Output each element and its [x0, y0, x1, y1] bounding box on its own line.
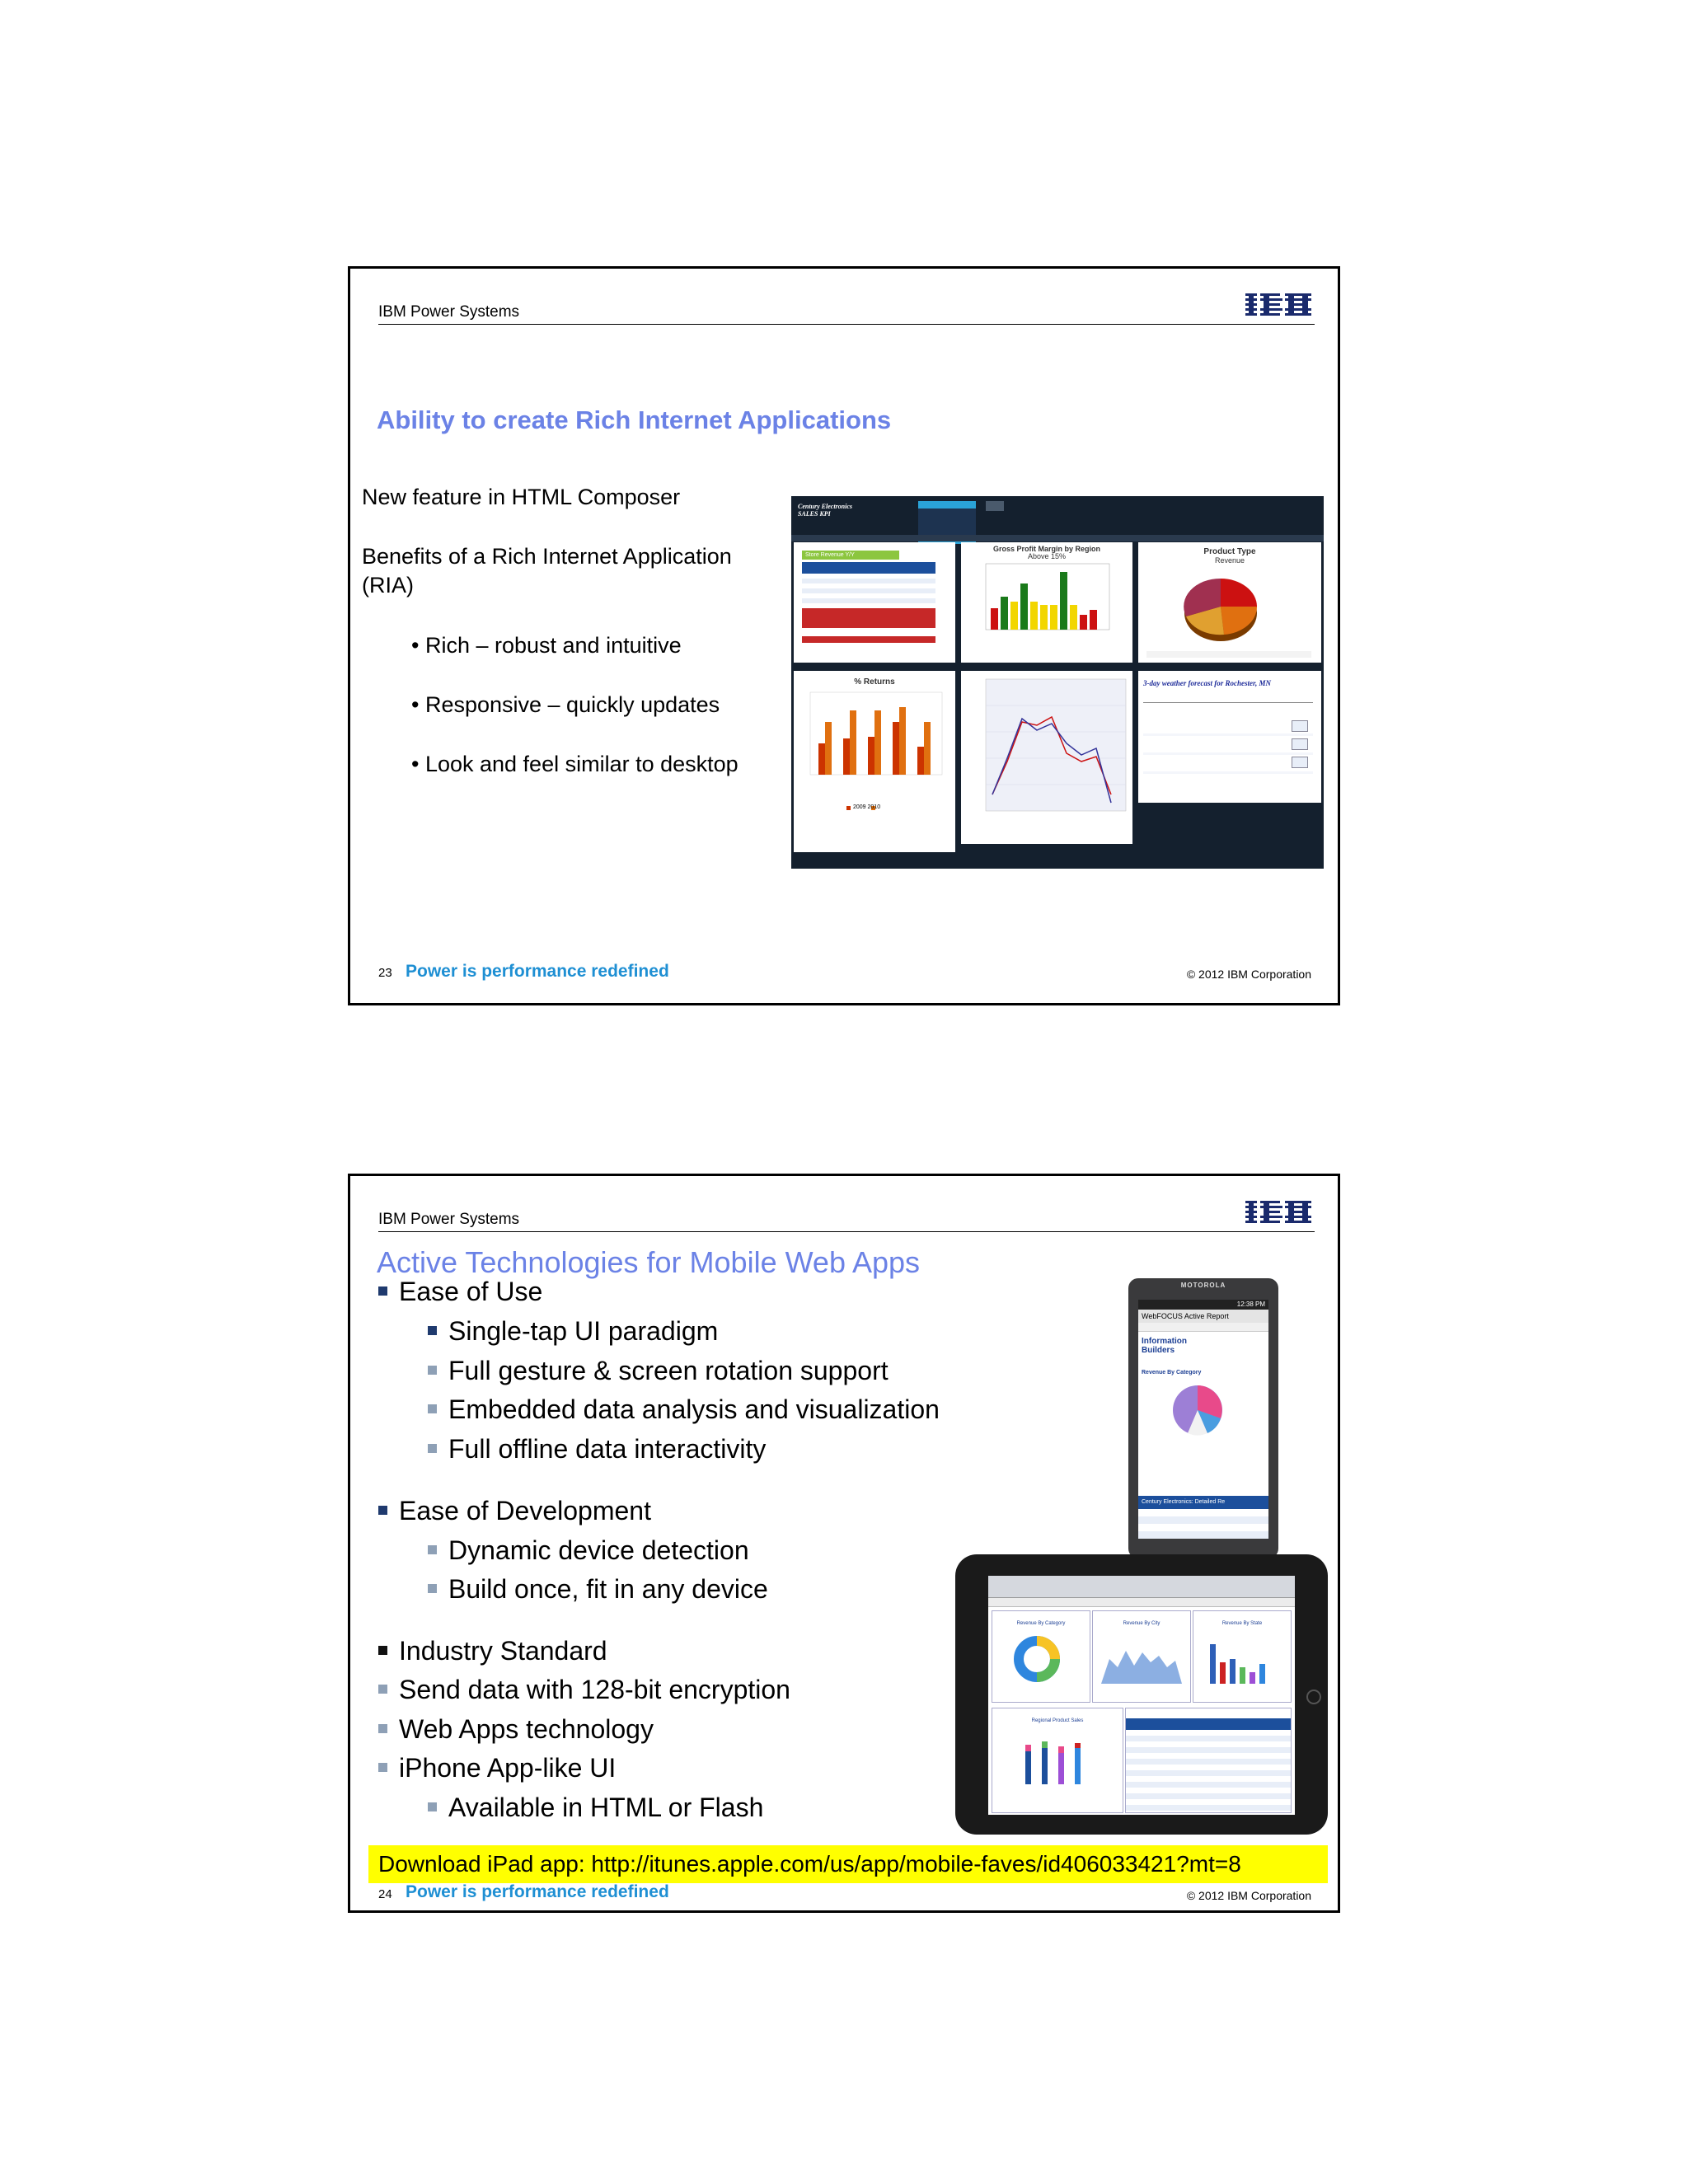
page-number: 24 — [378, 1887, 392, 1901]
gp-bar — [1070, 605, 1077, 630]
slide-24 — [348, 1174, 1340, 1913]
bullet-text: Single-tap UI paradigm — [448, 1316, 719, 1346]
ipad-image — [955, 1554, 1328, 1835]
dashboard-button — [986, 501, 1004, 511]
bullet-text: Full gesture & screen rotation support — [448, 1356, 889, 1385]
bullet-square-icon — [378, 1506, 387, 1515]
slide-23 — [348, 266, 1340, 1005]
store-revenue-header — [802, 562, 935, 574]
bullet-text: Dynamic device detection — [448, 1535, 749, 1565]
benefits-line: Benefits of a Rich Internet Application — [362, 544, 732, 569]
weather-title: 3-day weather forecast for Rochester, MN — [1143, 679, 1271, 687]
bullet-square-icon — [428, 1545, 437, 1554]
returns-bar — [850, 710, 856, 775]
phone-app-title: WebFOCUS Active Report — [1138, 1310, 1268, 1323]
slide-header: IBM Power Systems — [378, 303, 520, 321]
bullet-square-icon — [428, 1326, 437, 1335]
tablet-chart-regional: Regional Product Sales — [992, 1708, 1123, 1813]
bullet-item — [378, 1277, 542, 1307]
gross-profit-chart — [961, 560, 1132, 663]
returns-legend: 2009 2010 — [853, 804, 881, 810]
returns-bar — [924, 722, 931, 775]
copyright: © 2012 IBM Corporation — [1186, 1889, 1311, 1902]
gp-bar — [1001, 597, 1008, 630]
bullet-rich: • Rich – robust and intuitive — [411, 633, 682, 658]
bullet-text: Ease of Use — [399, 1277, 543, 1306]
bullet-look-and-feel: • Look and feel similar to desktop — [411, 752, 738, 776]
gp-bar — [1050, 605, 1057, 630]
phone-screen: 12:38 PM WebFOCUS Active Report Information Builders Revenue By Category Century Electronics: Detailed Re — [1138, 1300, 1268, 1539]
tablet-chart-city: Revenue By City — [1092, 1610, 1191, 1703]
bullet-item — [428, 1316, 718, 1347]
tagline: Power is performance redefined — [406, 962, 669, 981]
bullet-square-icon — [428, 1584, 437, 1593]
gross-profit-panel: Gross Profit Margin by Region Above 15% — [961, 542, 1132, 663]
ipad-screen — [988, 1576, 1295, 1815]
bullet-responsive: • Responsive – quickly updates — [411, 692, 720, 717]
bullet-item — [378, 1753, 616, 1783]
returns-bar — [843, 738, 850, 775]
tablet-table — [1125, 1708, 1292, 1813]
revenue-line-panel — [961, 671, 1132, 844]
store-revenue-negative-rows — [802, 608, 935, 628]
bullet-text: Send data with 128-bit encryption — [399, 1675, 790, 1704]
bullet-text: Full offline data interactivity — [448, 1434, 767, 1464]
bullet-square-icon — [378, 1685, 387, 1694]
tagline: Power is performance redefined — [406, 1882, 669, 1901]
bullet-square-icon — [378, 1724, 387, 1733]
slide-header: IBM Power Systems — [378, 1211, 520, 1228]
benefits-line-ria: (RIA) — [362, 573, 414, 598]
returns-bar — [825, 722, 832, 775]
returns-bar — [868, 737, 874, 775]
returns-bar — [899, 707, 906, 775]
returns-panel: % Returns 2009 2010 — [794, 671, 955, 852]
slide-title: Ability to create Rich Internet Applications — [377, 405, 892, 434]
phone-brand: MOTOROLA — [1180, 1282, 1226, 1289]
bullet-item — [428, 1793, 763, 1823]
store-revenue-rows — [802, 574, 935, 608]
gp-bar — [991, 608, 998, 630]
page-number: 23 — [378, 966, 392, 980]
bullet-item — [428, 1394, 940, 1425]
gp-bar — [1060, 572, 1067, 630]
gp-bar — [1080, 615, 1087, 630]
bullet-square-icon — [428, 1802, 437, 1811]
header-rule — [378, 1231, 1315, 1232]
weather-icon — [1292, 720, 1308, 732]
bullet-text: Industry Standard — [399, 1636, 607, 1666]
product-type-panel: Product Type Revenue — [1138, 542, 1321, 663]
bullet-item — [428, 1356, 889, 1386]
bullet-square-icon — [378, 1763, 387, 1772]
bullet-item — [428, 1535, 749, 1566]
gp-bar — [1010, 602, 1018, 630]
store-revenue-title: Store Revenue Y/Y — [802, 551, 899, 560]
bullet-square-icon — [378, 1286, 387, 1296]
bullet-item — [378, 1636, 607, 1666]
weather-icon — [1292, 738, 1308, 750]
dashboard-panel-bar — [791, 535, 1324, 541]
phone-table-title: Century Electronics: Detailed Re — [1138, 1496, 1268, 1509]
bullet-item — [378, 1675, 790, 1705]
phone-logo: Information Builders — [1142, 1337, 1187, 1355]
android-phone-image — [1128, 1278, 1278, 1558]
bullet-text: Build once, fit in any device — [448, 1574, 768, 1604]
ibm-logo-icon — [1245, 292, 1311, 320]
returns-bar — [917, 747, 924, 775]
store-revenue-total — [802, 636, 935, 643]
returns-bar — [874, 710, 881, 775]
download-ipad-app-link[interactable]: Download iPad app: http://itunes.apple.com/us/app/mobile-faves/id406033421?mt=8 — [368, 1845, 1328, 1883]
product-type-pie — [1138, 565, 1321, 663]
dashboard-brand: Century Electronics SALES KPI — [798, 503, 853, 518]
ria-dashboard-screenshot — [791, 496, 1324, 869]
bullet-item — [428, 1574, 768, 1605]
bullet-text: iPhone App-like UI — [399, 1753, 617, 1783]
gp-bar — [1090, 610, 1097, 630]
bullet-item — [378, 1714, 654, 1745]
bullet-text: Ease of Development — [399, 1496, 651, 1526]
tablet-chart-category: Revenue By Category — [992, 1610, 1090, 1703]
bullet-square-icon — [378, 1646, 387, 1655]
gp-bar — [1040, 605, 1048, 630]
header-rule — [378, 324, 1315, 325]
returns-bar — [818, 743, 825, 775]
gp-bar — [1020, 583, 1028, 630]
slide-title: Active Technologies for Mobile Web Apps — [377, 1245, 921, 1279]
ibm-logo-icon — [1245, 1199, 1311, 1227]
gp-bar — [1030, 602, 1038, 630]
tablet-chart-state: Revenue By State — [1193, 1610, 1292, 1703]
phone-pie-chart — [1138, 1376, 1268, 1450]
returns-bar — [893, 722, 899, 775]
feature-line: New feature in HTML Composer — [362, 485, 681, 509]
bullet-square-icon — [428, 1444, 437, 1453]
bullet-item — [428, 1434, 766, 1465]
bullet-square-icon — [428, 1404, 437, 1413]
bullet-text: Web Apps technology — [399, 1714, 654, 1744]
bullet-text: Available in HTML or Flash — [448, 1793, 764, 1822]
store-revenue-panel — [794, 542, 955, 663]
weather-icon — [1292, 757, 1308, 768]
home-button-icon — [1306, 1690, 1321, 1704]
copyright: © 2012 IBM Corporation — [1186, 968, 1311, 981]
phone-chart-title: Revenue By Category — [1142, 1370, 1202, 1376]
revenue-line-chart — [961, 671, 1132, 844]
weather-panel — [1138, 671, 1321, 803]
weather-rows — [1143, 717, 1313, 775]
bullet-text: Embedded data analysis and visualization — [448, 1394, 940, 1424]
bullet-item — [378, 1496, 651, 1526]
bullet-square-icon — [428, 1366, 437, 1375]
